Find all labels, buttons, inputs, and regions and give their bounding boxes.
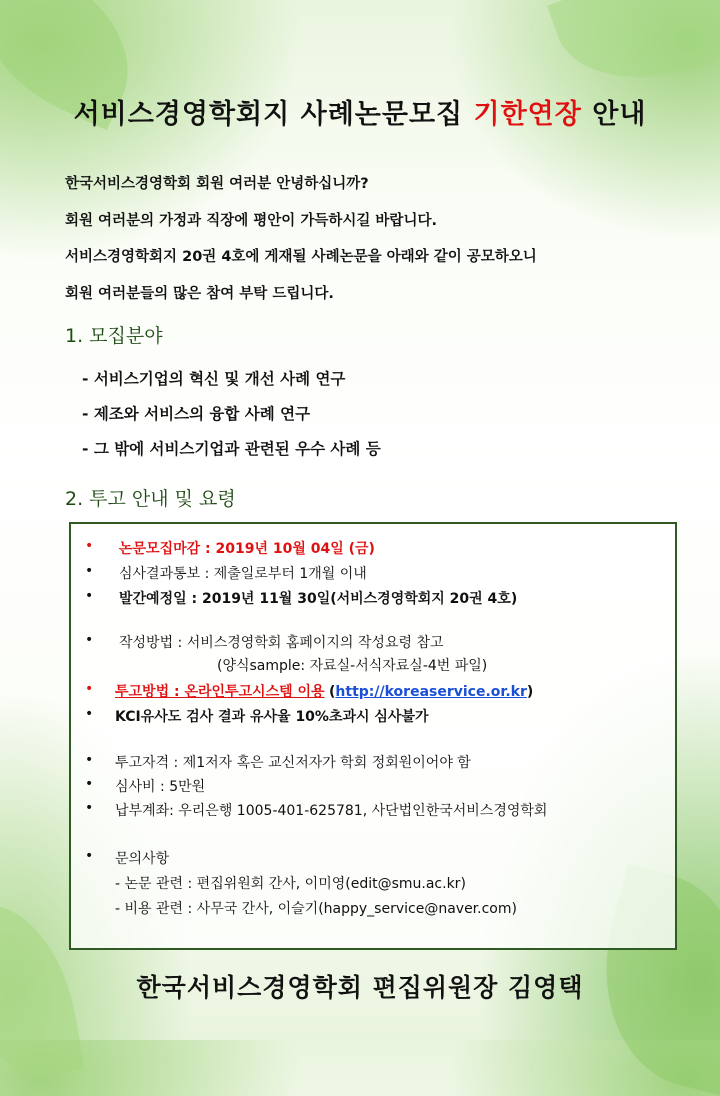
footer-signature: 한국서비스경영학회 편집위원장 김영택 <box>136 973 584 1002</box>
field-item: - 제조와 서비스의 융합 사례 연구 <box>82 405 311 423</box>
submit-line: 투고방법 : 온라인투고시스템 이용 (http://koreaservice.or.kr) <box>115 684 534 700</box>
bullet-icon: • <box>85 752 94 768</box>
submit-link[interactable]: http://koreaservice.or.kr <box>335 684 527 700</box>
bullet-icon: • <box>85 632 94 648</box>
bullet-icon: • <box>85 706 94 722</box>
intro-line: 서비스경영학회지 20권 4호에 게재될 사례논문을 아래와 같이 공모하오니 <box>65 249 537 265</box>
field-list <box>82 362 381 467</box>
intro-line: 회원 여러분들의 많은 참여 부탁 드립니다. <box>65 285 334 302</box>
qualification-text: 투고자격 : 제1저자 혹은 교신저자가 학회 정회원이어야 함 <box>115 755 471 771</box>
bullet-icon: • <box>85 776 94 792</box>
guide-box <box>69 522 677 950</box>
bullet-icon: • <box>85 800 94 816</box>
kci-text: KCI유사도 검사 결과 유사율 10%초과시 심사불가 <box>115 709 429 725</box>
title-text-end: 안내 <box>581 99 647 130</box>
review-text: 심사결과통보 : 제출일로부터 1개월 이내 <box>119 566 367 582</box>
submit-label: 투고방법 : 온라인투고시스템 이용 <box>115 684 325 700</box>
page-title <box>0 92 720 131</box>
contact-fee: - 비용 관련 : 사무국 간사, 이슬기(happy_service@naver.com) <box>115 901 517 917</box>
method-text: 작성방법 : 서비스경영학회 홈페이지의 작성요령 참고 <box>119 635 444 651</box>
contact-paper: - 논문 관련 : 편집위원회 간사, 이미영(edit@smu.ac.kr) <box>115 876 466 892</box>
section-heading-fields: 1. 모집분야 <box>65 325 163 347</box>
method-sub-text: (양식sample: 자료실-서식자료실-4번 파일) <box>217 658 488 674</box>
title-text: 서비스경영학회지 사례논문모집 <box>73 99 474 130</box>
publish-text: 발간예정일 : 2019년 11월 30일(서비스경영학회지 20권 4호) <box>119 591 518 607</box>
title-highlight: 기한연장 <box>473 99 582 130</box>
fee-text: 심사비 : 5만원 <box>115 779 206 795</box>
contact-heading: 문의사항 <box>115 851 170 867</box>
bullet-icon: • <box>85 848 94 864</box>
deadline-text: 논문모집마감 : 2019년 10월 04일 (금) <box>119 541 375 557</box>
bullet-icon: • <box>85 563 94 579</box>
bullet-icon: • <box>85 588 94 604</box>
intro-line: 한국서비스경영학회 회원 여러분 안녕하십니까? <box>65 176 369 192</box>
bullet-icon: • <box>85 538 94 554</box>
intro-line: 회원 여러분의 가정과 직장에 평안이 가득하시길 바랍니다. <box>65 212 437 229</box>
field-item: - 서비스기업의 혁신 및 개선 사례 연구 <box>82 370 346 388</box>
field-item: - 그 밖에 서비스기업과 관련된 우수 사례 등 <box>82 440 381 458</box>
section-heading-guide: 2. 투고 안내 및 요령 <box>65 488 236 510</box>
account-text: 납부계좌: 우리은행 1005-401-625781, 사단법인한국서비스경영학회 <box>115 803 548 819</box>
bullet-icon: • <box>85 681 94 697</box>
intro-paragraph <box>65 166 665 312</box>
